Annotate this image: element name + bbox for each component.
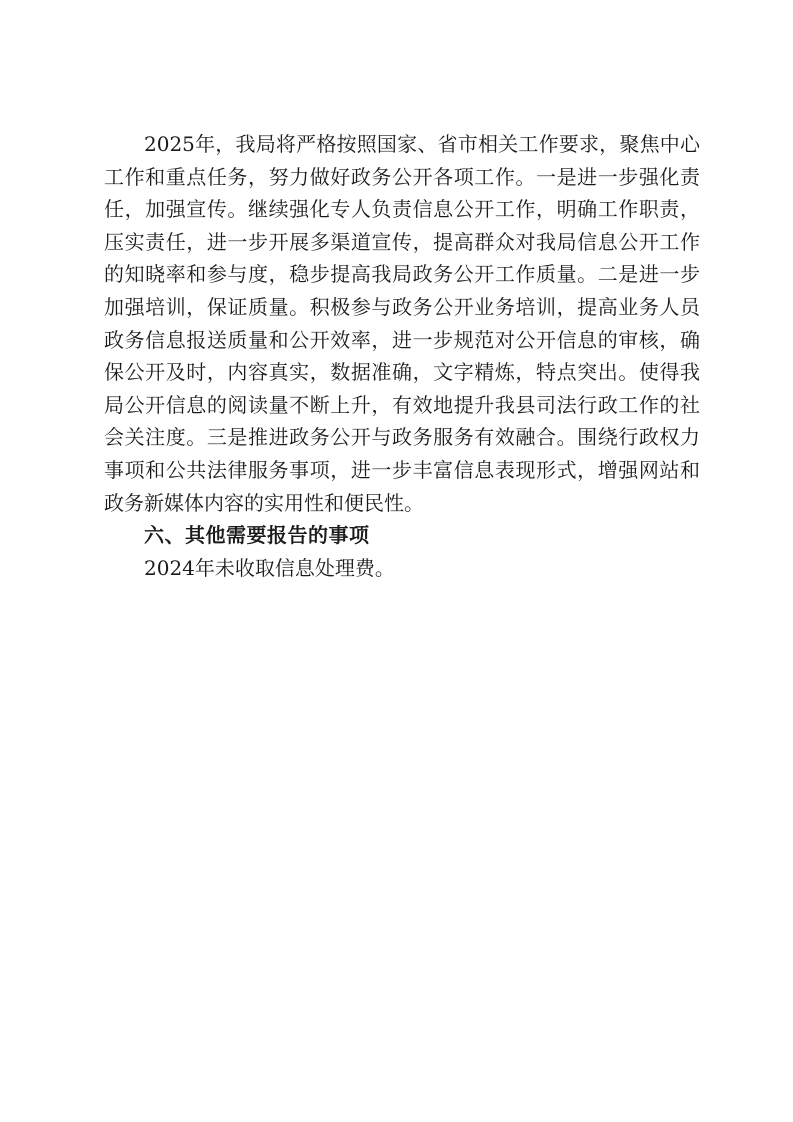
section-heading: 六、其他需要报告的事项: [144, 523, 370, 548]
work-plan-paragraph: 2025年，我局将严格按照国家、省市相关工作要求，聚焦中心工作和重点任务，努力做好政务公开各项工作。一是进一步强化责任，加强宣传。继续强化专人负责信息公开工作，明确工作职责，压实责任，进一步开展多渠道宣传，提高群众对我局信息公开工作的知晓率和参与度，稳步提高我局政务公开工作质量。二是进一步加强培训，保证质量。积极参与政务公开业务培训，提高业务人员政务信息报送质量和公开效率，进一步规范对公开信息的审核，确保公开及时，内容真实，数据准确，文字精炼，特点突出。使得我局公开信息的阅读量不断上升，有效地提升我县司法行政工作的社会关注度。三是推进政务公开与政务服务有效融合。围绕行政权力事项和公共法律服务事项，进一步丰富信息表现形式，增强网站和政务新媒体内容的实用性和便民性。: [104, 132, 700, 515]
fee-statement-paragraph: 2024年未收取信息处理费。: [144, 555, 395, 580]
document-body: [104, 128, 700, 584]
